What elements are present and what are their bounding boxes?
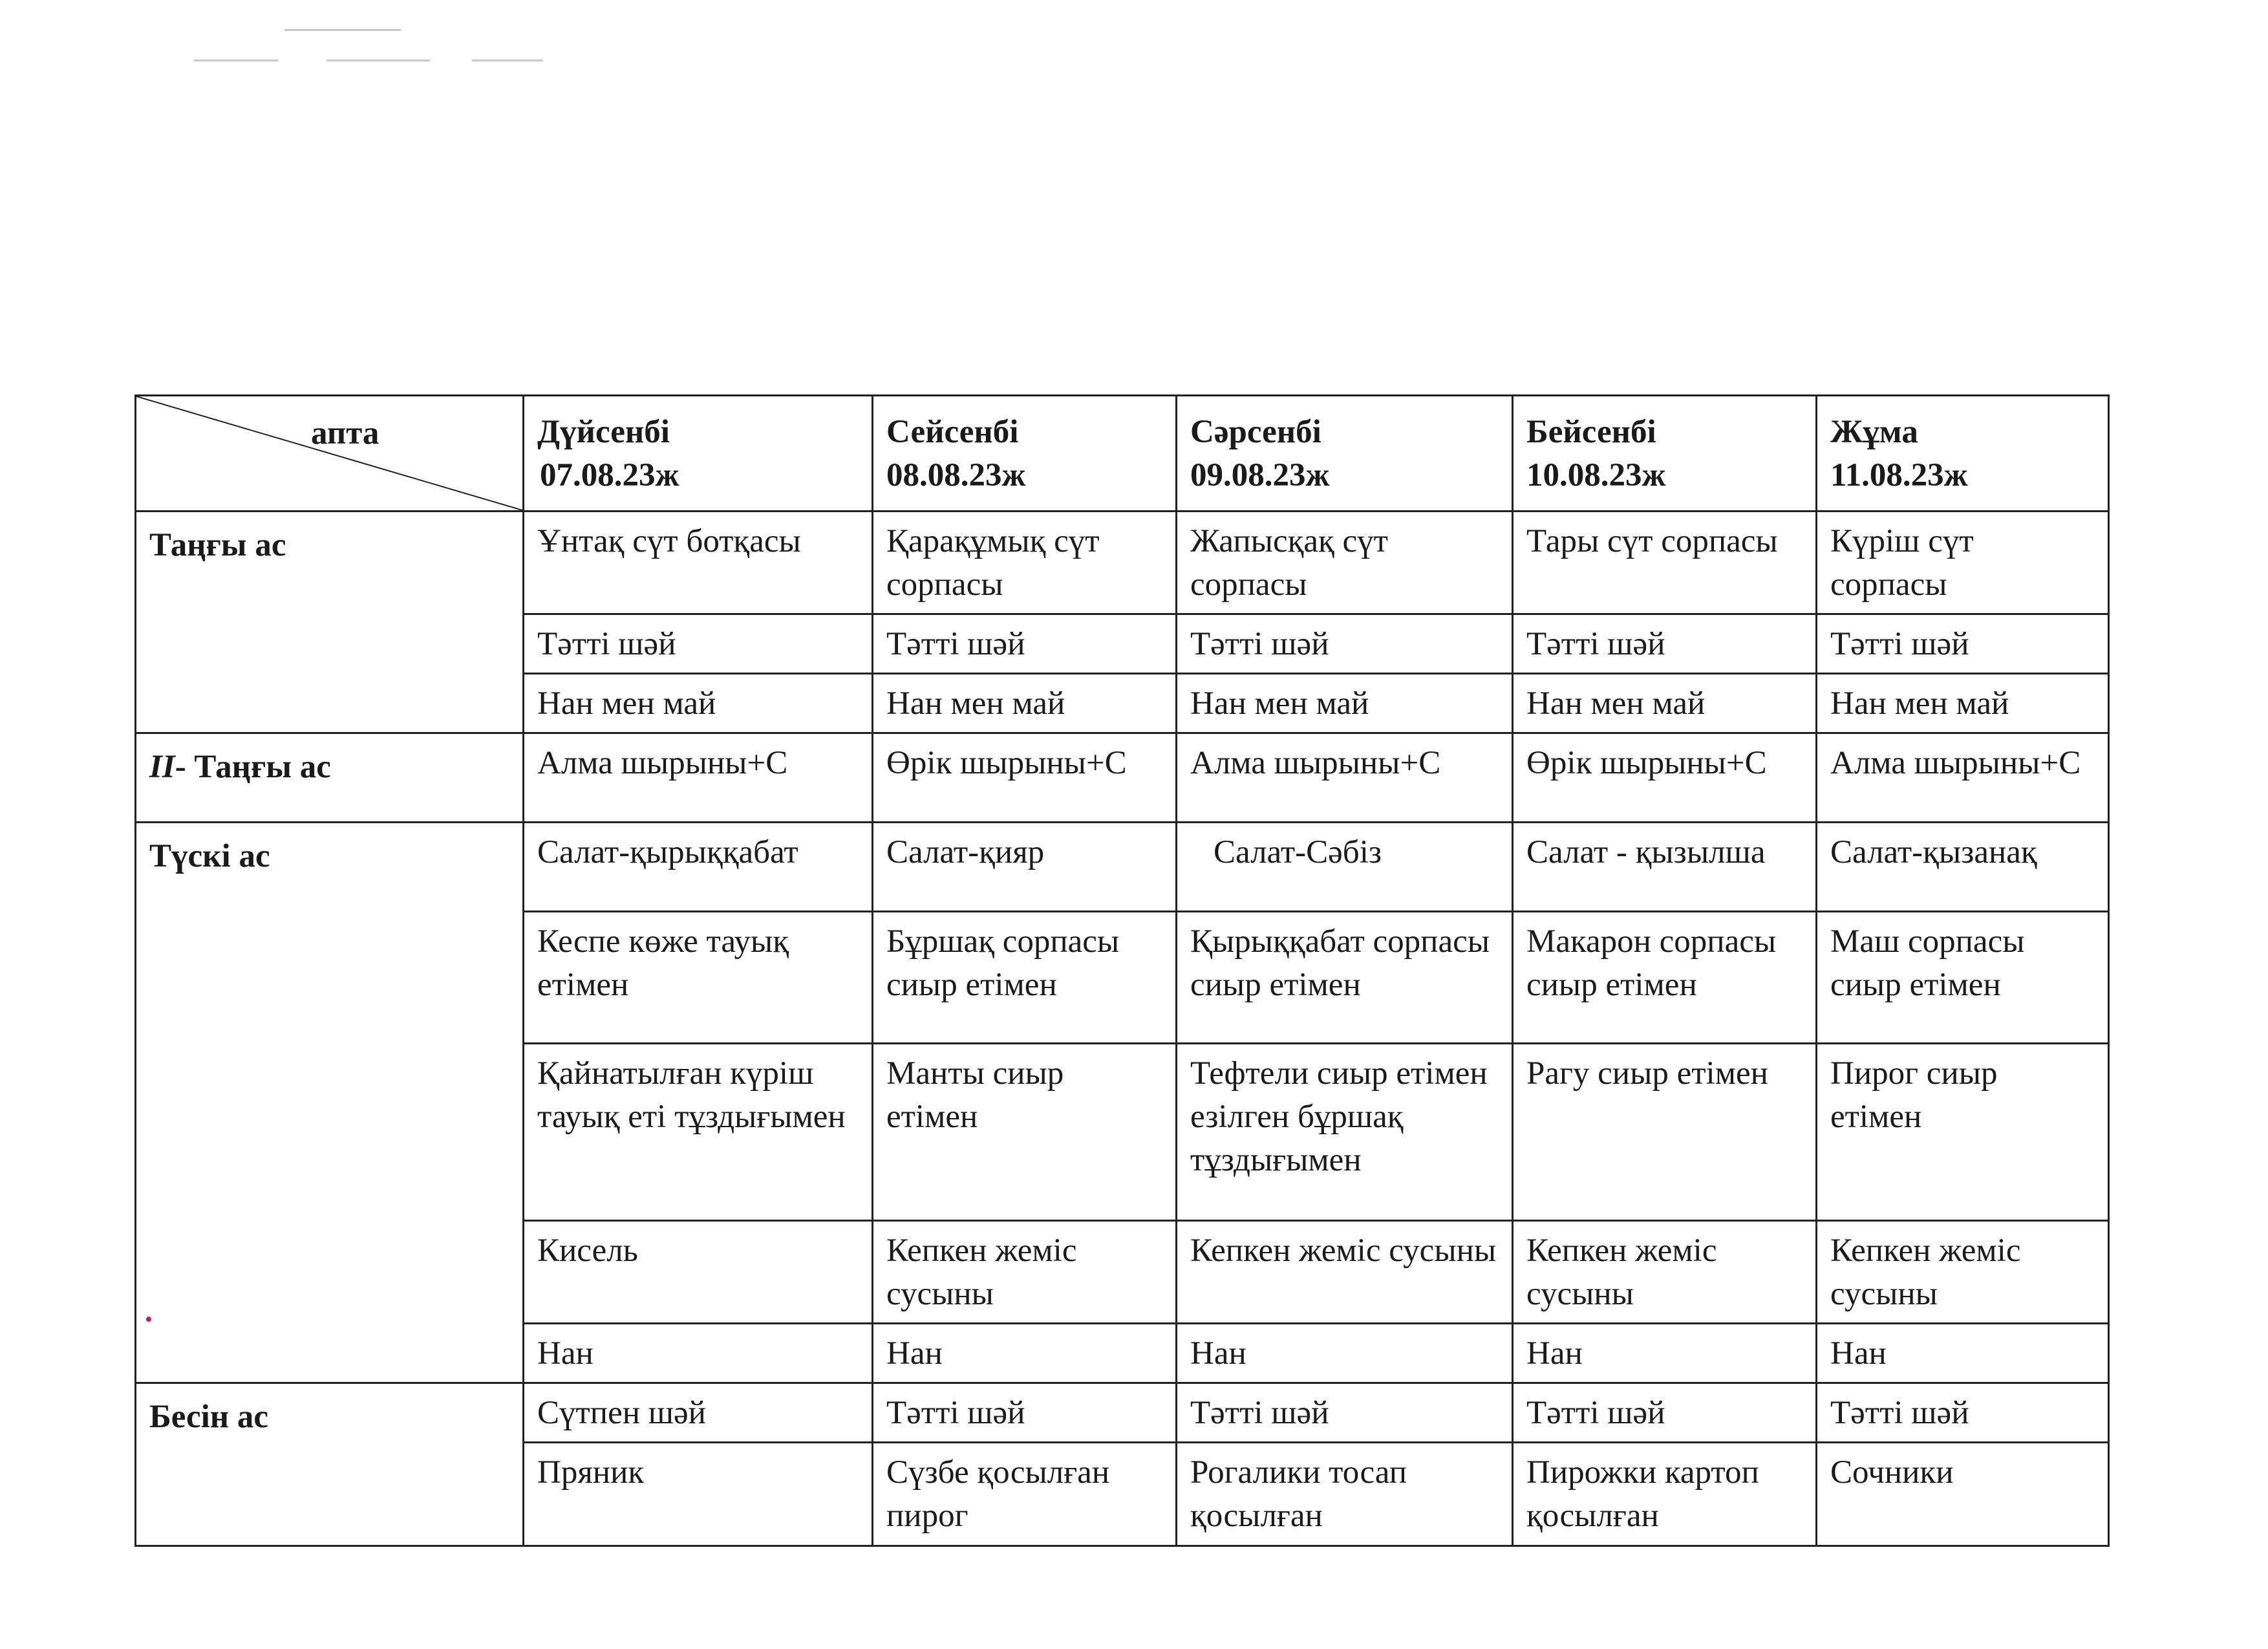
menu-cell: Кисель [524, 1221, 873, 1324]
menu-cell: Тәтті шәй [873, 614, 1177, 674]
meal-label-text: - Таңғы ас [175, 749, 331, 785]
day-name: Бейсенбі [1526, 414, 1656, 450]
week-label: апта [311, 415, 380, 451]
menu-cell: Нан [1177, 1324, 1513, 1383]
menu-cell: Салат-қырыққабат [524, 823, 873, 912]
menu-cell: Тәтті шәй [1817, 1383, 2109, 1443]
menu-cell: Тефтели сиыр етімен езілген бұршақ тұздығымен [1177, 1044, 1513, 1221]
menu-cell: Ұнтақ сүт ботқасы [524, 512, 873, 614]
menu-cell: Нан мен май [1177, 674, 1513, 733]
menu-cell: Тары сүт сорпасы [1513, 512, 1817, 614]
menu-cell: Макарон сорпасы сиыр етімен [1513, 912, 1817, 1044]
menu-cell: Тәтті шәй [873, 1383, 1177, 1443]
scan-artifact-line [284, 29, 401, 31]
menu-cell: Нан [873, 1324, 1177, 1383]
menu-cell: Жапысқақ сүт сорпасы [1177, 512, 1513, 614]
day-date: 11.08.23ж [1830, 457, 1968, 493]
menu-cell: Бұршақ сорпасы сиыр етімен [873, 912, 1177, 1044]
week-corner-cell [136, 396, 524, 512]
menu-cell: Пирожки картоп қосылған [1513, 1443, 1817, 1546]
scan-artifact-line [194, 59, 278, 61]
scan-artifact-line [326, 59, 430, 61]
menu-cell: Пирог сиыр етімен [1817, 1044, 2109, 1221]
menu-cell: Нан мен май [1817, 674, 2109, 733]
day-name: Сейсенбі [886, 414, 1019, 450]
day-header-thursday [1513, 396, 1817, 512]
menu-cell: Тәтті шәй [524, 614, 873, 674]
menu-cell: Нан [1513, 1324, 1817, 1383]
menu-cell: Нан мен май [873, 674, 1177, 733]
menu-cell: Нан мен май [1513, 674, 1817, 733]
header-row [136, 396, 2109, 512]
day-name: Дүйсенбі [537, 414, 670, 450]
day-name: Жұма [1830, 414, 1918, 450]
day-date: 09.08.23ж [1190, 457, 1330, 493]
menu-cell: Алма шырыны+С [1817, 733, 2109, 823]
table-row [136, 1383, 2109, 1443]
menu-cell: Өрік шырыны+С [873, 733, 1177, 823]
day-date: 07.08.23ж [540, 457, 679, 493]
menu-cell: Нан мен май [524, 674, 873, 733]
scan-artifact-line [472, 59, 543, 61]
meal-label-breakfast: Таңғы ас [136, 512, 524, 733]
menu-cell: Маш сорпасы сиыр етімен [1817, 912, 2109, 1044]
menu-cell: Рагу сиыр етімен [1513, 1044, 1817, 1221]
menu-cell: Салат-Сәбіз [1177, 823, 1513, 912]
menu-cell: Тәтті шәй [1817, 614, 2109, 674]
table-row [136, 512, 2109, 614]
menu-cell: Кепкен жеміс сусыны [1177, 1221, 1513, 1324]
weekly-menu-table [134, 394, 2110, 1547]
meal-label-second-breakfast [136, 733, 524, 823]
day-header-wednesday [1177, 396, 1513, 512]
day-header-monday [524, 396, 873, 512]
day-date: 08.08.23ж [886, 457, 1026, 493]
menu-cell: Қарақұмық сүт сорпасы [873, 512, 1177, 614]
menu-cell: Кеспе көже тауық етімен [524, 912, 873, 1044]
menu-cell: Сүтпен шәй [524, 1383, 873, 1443]
day-header-friday [1817, 396, 2109, 512]
menu-cell: Рогалики тосап қосылған [1177, 1443, 1513, 1546]
menu-cell: Алма шырыны+С [1177, 733, 1513, 823]
day-name: Сәрсенбі [1190, 414, 1321, 450]
menu-cell: Кепкен жеміс сусыны [1817, 1221, 2109, 1324]
menu-cell: Салат - қызылша [1513, 823, 1817, 912]
menu-cell: Сүзбе қосылған пирог [873, 1443, 1177, 1546]
meal-label-afternoon-snack: Бесін ас [136, 1383, 524, 1546]
table-row [136, 733, 2109, 823]
meal-label-prefix: II [149, 749, 175, 785]
menu-cell: Манты сиыр етімен [873, 1044, 1177, 1221]
menu-cell: Тәтті шәй [1177, 1383, 1513, 1443]
menu-cell: Күріш сүт сорпасы [1817, 512, 2109, 614]
menu-cell: Алма шырыны+С [524, 733, 873, 823]
menu-cell: Тәтті шәй [1177, 614, 1513, 674]
menu-cell: Тәтті шәй [1513, 614, 1817, 674]
meal-label-lunch: Түскі ас [136, 823, 524, 1383]
day-date: 10.08.23ж [1526, 457, 1666, 493]
menu-cell: Қайнатылған күріш тауық еті тұздығымен [524, 1044, 873, 1221]
table-row [136, 823, 2109, 912]
menu-cell: Кепкен жеміс сусыны [1513, 1221, 1817, 1324]
menu-cell: Нан [1817, 1324, 2109, 1383]
menu-cell: Пряник [524, 1443, 873, 1546]
menu-cell: Салат-қияр [873, 823, 1177, 912]
menu-cell: Тәтті шәй [1513, 1383, 1817, 1443]
menu-cell: Нан [524, 1324, 873, 1383]
day-header-tuesday [873, 396, 1177, 512]
menu-cell: Өрік шырыны+С [1513, 733, 1817, 823]
menu-cell: Салат-қызанақ [1817, 823, 2109, 912]
menu-cell: Сочники [1817, 1443, 2109, 1546]
menu-cell: Қырыққабат сорпасы сиыр етімен [1177, 912, 1513, 1044]
menu-cell: Кепкен жеміс сусыны [873, 1221, 1177, 1324]
